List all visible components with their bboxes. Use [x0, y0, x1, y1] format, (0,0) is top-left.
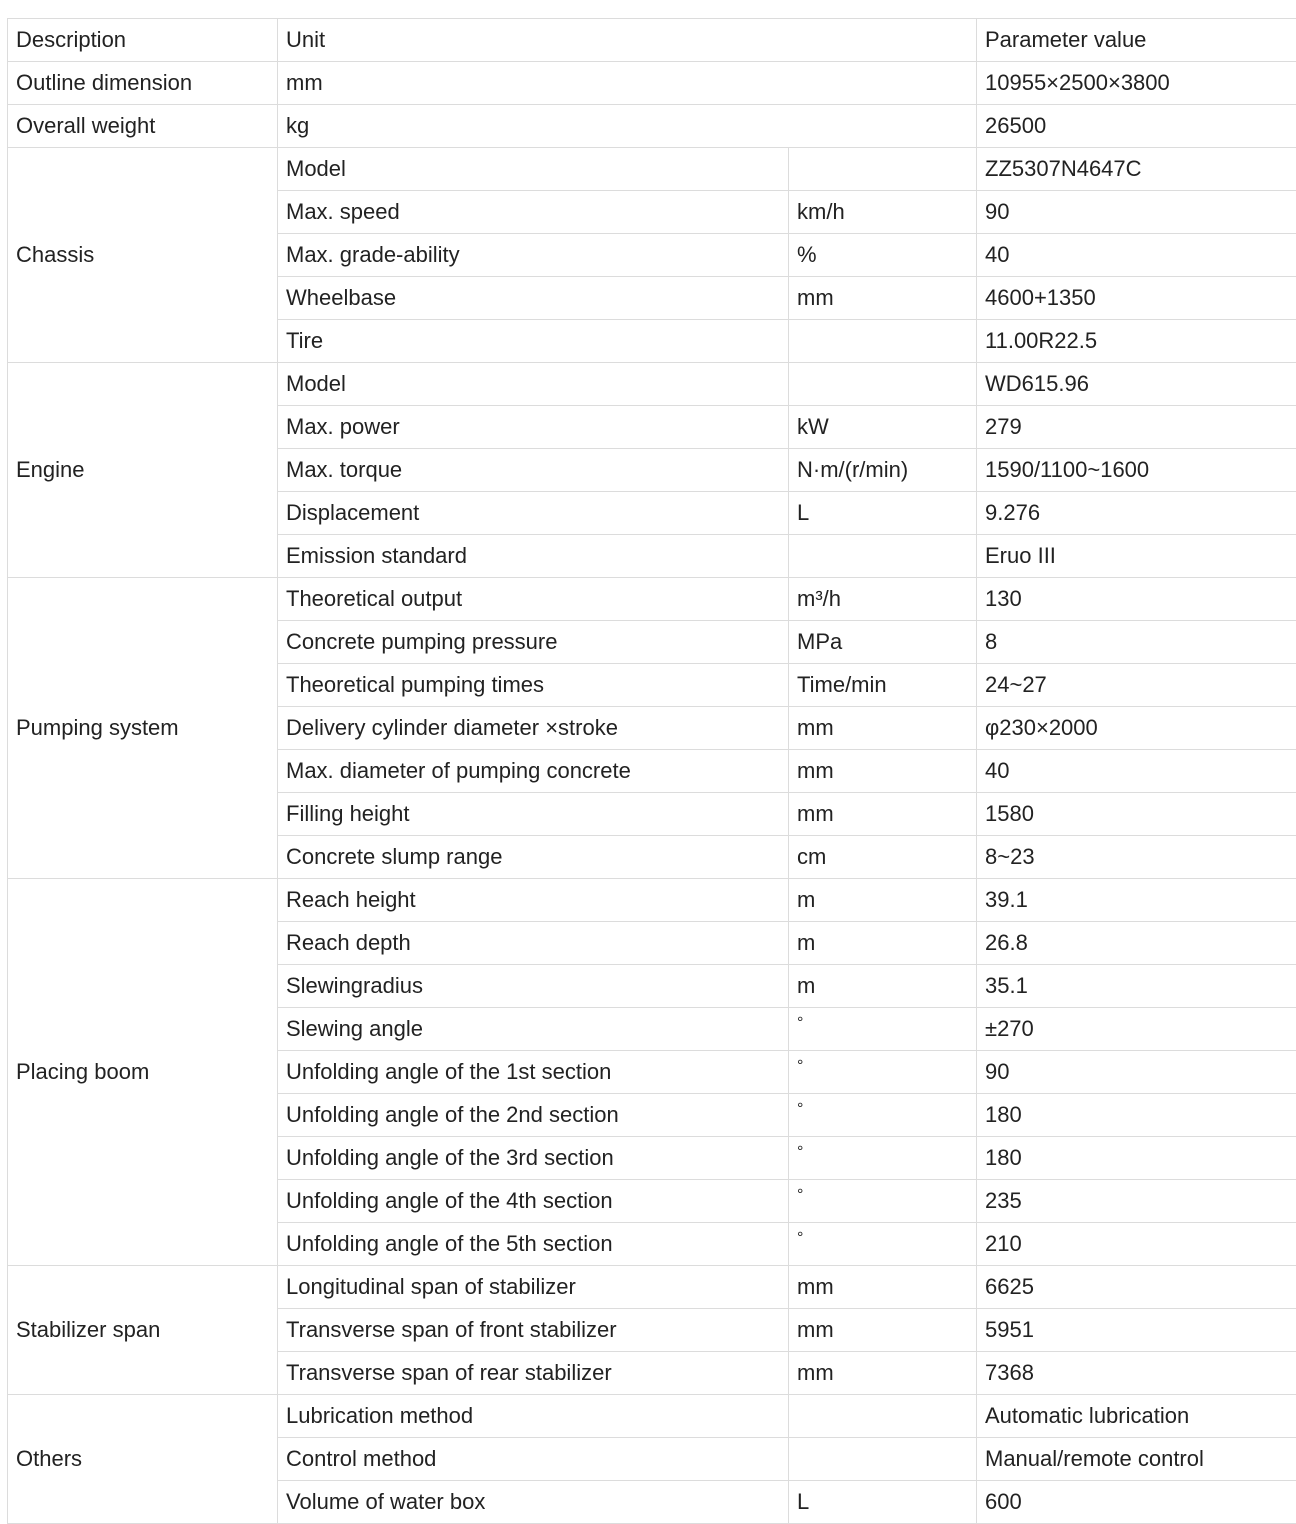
row-parameter: Reach depth: [278, 922, 789, 965]
table-row: [8, 363, 1296, 406]
row-unit: MPa: [789, 621, 977, 664]
row-value: 180: [977, 1137, 1296, 1180]
row-value: 10955×2500×3800: [977, 62, 1296, 105]
row-value: 11.00R22.5: [977, 320, 1296, 363]
row-value: 210: [977, 1223, 1296, 1266]
row-parameter: Theoretical output: [278, 578, 789, 621]
table-row: [8, 62, 1296, 105]
row-value: 8~23: [977, 836, 1296, 879]
row-parameter: Unfolding angle of the 5th section: [278, 1223, 789, 1266]
row-value: 40: [977, 750, 1296, 793]
row-unit: [789, 320, 977, 363]
row-unit: Time/min: [789, 664, 977, 707]
row-parameter: Delivery cylinder diameter ×stroke: [278, 707, 789, 750]
row-parameter: Concrete slump range: [278, 836, 789, 879]
row-description: Overall weight: [8, 105, 278, 148]
row-unit: %: [789, 234, 977, 277]
row-unit: km/h: [789, 191, 977, 234]
row-value: 26500: [977, 105, 1296, 148]
row-unit: mm: [789, 793, 977, 836]
row-parameter: Transverse span of front stabilizer: [278, 1309, 789, 1352]
row-value: φ230×2000: [977, 707, 1296, 750]
row-value: 1580: [977, 793, 1296, 836]
table-row: [8, 578, 1296, 621]
row-parameter: Max. grade-ability: [278, 234, 789, 277]
row-unit: [789, 1395, 977, 1438]
row-value: 9.276: [977, 492, 1296, 535]
group-label-placing-boom: Placing boom: [8, 879, 278, 1266]
row-parameter: Unfolding angle of the 3rd section: [278, 1137, 789, 1180]
row-parameter: Filling height: [278, 793, 789, 836]
row-unit: m: [789, 965, 977, 1008]
row-unit: m: [789, 922, 977, 965]
row-parameter: Unfolding angle of the 2nd section: [278, 1094, 789, 1137]
row-parameter: Max. power: [278, 406, 789, 449]
row-parameter: Volume of water box: [278, 1481, 789, 1524]
row-unit: N·m/(r/min): [789, 449, 977, 492]
row-unit: [789, 1051, 977, 1094]
row-parameter: Slewing angle: [278, 1008, 789, 1051]
row-parameter: Lubrication method: [278, 1395, 789, 1438]
row-unit: [789, 1137, 977, 1180]
row-unit: mm: [789, 750, 977, 793]
group-label-chassis: Chassis: [8, 148, 278, 363]
row-parameter: Theoretical pumping times: [278, 664, 789, 707]
row-description: Outline dimension: [8, 62, 278, 105]
row-unit: [789, 1438, 977, 1481]
row-value: Manual/remote control: [977, 1438, 1296, 1481]
row-unit: mm: [789, 277, 977, 320]
row-value: ±270: [977, 1008, 1296, 1051]
row-unit: [789, 1008, 977, 1051]
degree-unit: °: [797, 1101, 803, 1118]
row-value: 90: [977, 191, 1296, 234]
row-unit: kW: [789, 406, 977, 449]
row-parameter: Reach height: [278, 879, 789, 922]
row-value: 40: [977, 234, 1296, 277]
row-parameter: Max. torque: [278, 449, 789, 492]
row-value: WD615.96: [977, 363, 1296, 406]
row-value: 35.1: [977, 965, 1296, 1008]
row-parameter: Emission standard: [278, 535, 789, 578]
row-unit: mm: [789, 1352, 977, 1395]
row-parameter: Wheelbase: [278, 277, 789, 320]
row-unit: mm: [278, 62, 977, 105]
row-parameter: Slewingradius: [278, 965, 789, 1008]
row-parameter: Longitudinal span of stabilizer: [278, 1266, 789, 1309]
row-value: 180: [977, 1094, 1296, 1137]
row-unit: m³/h: [789, 578, 977, 621]
row-unit: cm: [789, 836, 977, 879]
degree-unit: °: [797, 1015, 803, 1032]
row-unit: kg: [278, 105, 977, 148]
row-parameter: Unfolding angle of the 1st section: [278, 1051, 789, 1094]
spec-table: [7, 18, 1296, 1524]
row-parameter: Max. diameter of pumping concrete: [278, 750, 789, 793]
spec-table-body: [8, 19, 1296, 1524]
row-unit: mm: [789, 1309, 977, 1352]
group-label-others: Others: [8, 1395, 278, 1524]
row-unit: m: [789, 879, 977, 922]
row-parameter: Control method: [278, 1438, 789, 1481]
row-unit: [789, 535, 977, 578]
row-value: 4600+1350: [977, 277, 1296, 320]
row-value: 8: [977, 621, 1296, 664]
row-parameter: Max. speed: [278, 191, 789, 234]
row-parameter: Model: [278, 363, 789, 406]
row-value: Automatic lubrication: [977, 1395, 1296, 1438]
table-row: [8, 105, 1296, 148]
row-value: 279: [977, 406, 1296, 449]
row-value: 7368: [977, 1352, 1296, 1395]
header-value: Parameter value: [977, 19, 1296, 62]
row-value: 39.1: [977, 879, 1296, 922]
row-parameter: Tire: [278, 320, 789, 363]
row-parameter: Unfolding angle of the 4th section: [278, 1180, 789, 1223]
row-unit: mm: [789, 707, 977, 750]
table-row: [8, 1266, 1296, 1309]
degree-unit: °: [797, 1187, 803, 1204]
row-unit: [789, 148, 977, 191]
row-value: 235: [977, 1180, 1296, 1223]
row-parameter: Transverse span of rear stabilizer: [278, 1352, 789, 1395]
row-unit: [789, 1223, 977, 1266]
header-description: Description: [8, 19, 278, 62]
row-value: 24~27: [977, 664, 1296, 707]
row-value: 26.8: [977, 922, 1296, 965]
group-label-engine: Engine: [8, 363, 278, 578]
row-value: 130: [977, 578, 1296, 621]
row-parameter: Concrete pumping pressure: [278, 621, 789, 664]
row-parameter: Displacement: [278, 492, 789, 535]
row-value: 6625: [977, 1266, 1296, 1309]
row-value: 5951: [977, 1309, 1296, 1352]
row-value: 90: [977, 1051, 1296, 1094]
header-unit: Unit: [278, 19, 977, 62]
header-row: [8, 19, 1296, 62]
row-unit: L: [789, 492, 977, 535]
row-unit: [789, 363, 977, 406]
row-unit: L: [789, 1481, 977, 1524]
degree-unit: °: [797, 1230, 803, 1247]
table-row: [8, 148, 1296, 191]
row-unit: [789, 1094, 977, 1137]
row-unit: mm: [789, 1266, 977, 1309]
row-parameter: Model: [278, 148, 789, 191]
row-value: 1590/1100~1600: [977, 449, 1296, 492]
degree-unit: °: [797, 1058, 803, 1075]
row-unit: [789, 1180, 977, 1223]
row-value: Eruo III: [977, 535, 1296, 578]
degree-unit: °: [797, 1144, 803, 1161]
table-row: [8, 879, 1296, 922]
row-value: ZZ5307N4647C: [977, 148, 1296, 191]
group-label-stabilizer-span: Stabilizer span: [8, 1266, 278, 1395]
group-label-pumping-system: Pumping system: [8, 578, 278, 879]
row-value: 600: [977, 1481, 1296, 1524]
table-row: [8, 1395, 1296, 1438]
